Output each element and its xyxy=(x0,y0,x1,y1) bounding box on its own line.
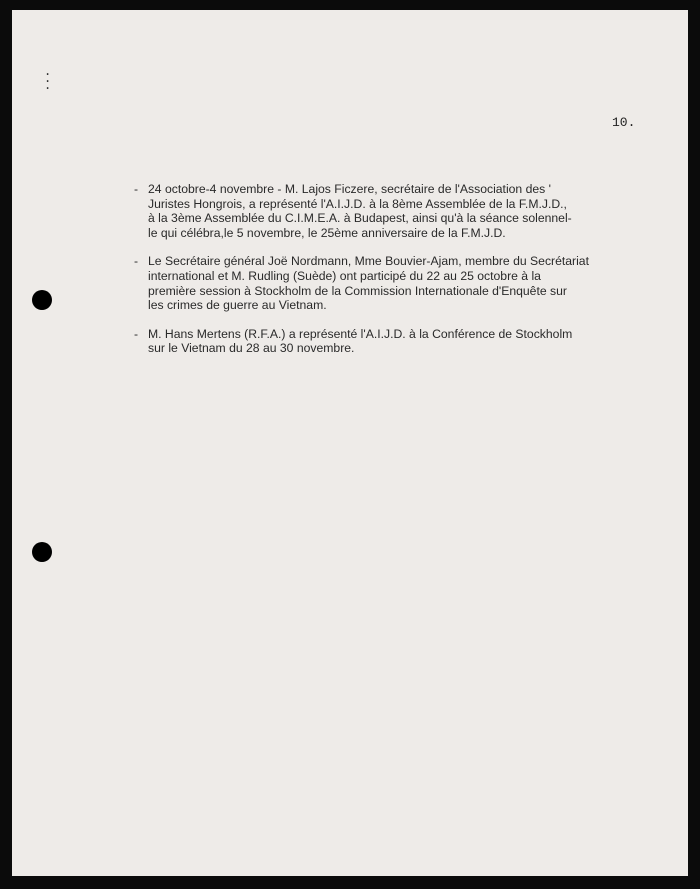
text-line: international et M. Rudling (Suède) ont participé du 22 au 25 octobre à la xyxy=(148,268,541,283)
text-line: Le Secrétaire général Joë Nordmann, Mme Bouvier-Ajam, membre du Secrétariat xyxy=(148,254,589,269)
bullet-dash: - xyxy=(134,326,139,341)
text-line: le qui célébra,le 5 novembre, le 25ème anniversaire de la F.M.J.D. xyxy=(148,225,506,240)
list-item xyxy=(134,254,674,312)
list-item xyxy=(134,327,674,356)
page-number: 10. xyxy=(612,115,636,130)
punch-hole-top xyxy=(32,290,52,310)
bullet-dash: - xyxy=(134,182,139,196)
paragraph xyxy=(148,254,674,312)
text-line: les crimes de guerre au Vietnam. xyxy=(148,298,327,313)
text-line: M. Hans Mertens (R.F.A.) a représenté l'A.I.J.D. à la Conférence de Stockholm xyxy=(148,326,573,341)
text-line: 24 octobre-4 novembre - M. Lajos Ficzere, secrétaire de l'Association des ' xyxy=(148,182,551,196)
punch-hole-bottom xyxy=(32,542,52,562)
bullet-dash: - xyxy=(134,254,139,269)
document-page xyxy=(12,10,688,876)
margin-marks: . . . xyxy=(44,64,52,92)
text-line: à la 3ème Assemblée du C.I.M.E.A. à Budapest, ainsi qu'à la séance solennel- xyxy=(148,211,572,226)
text-line: Juristes Hongrois, a représenté l'A.I.J.D. à la 8ème Assemblée de la F.M.J.D., xyxy=(148,196,567,211)
paragraph xyxy=(148,182,674,240)
paragraph xyxy=(148,327,674,356)
item-list xyxy=(134,182,674,370)
text-line: sur le Vietnam du 28 au 30 novembre. xyxy=(148,341,355,356)
text-line: première session à Stockholm de la Commission Internationale d'Enquête sur xyxy=(148,283,567,298)
list-item xyxy=(134,182,674,240)
